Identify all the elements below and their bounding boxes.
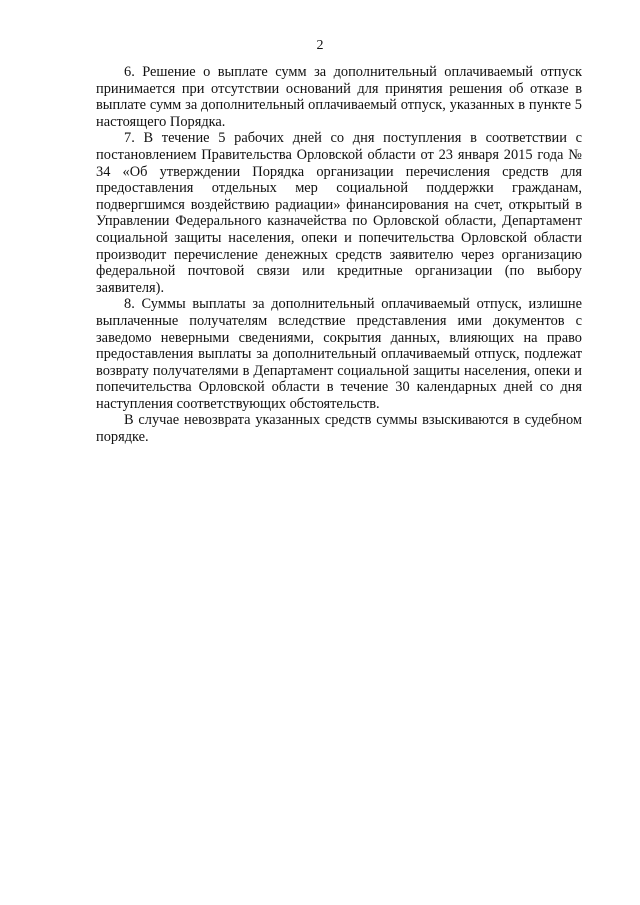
paragraph-7: 7. В течение 5 рабочих дней со дня поступления в соответствии с постановлением Правительства Орловской области от 23 января 2015 года № 34 «Об утверждении Порядка организации перечисления средств для предоставления отдельных мер социальной поддержки гражданам, подвергшимся воздействию радиации» финансирования на счет, открытый в Управлении Федерального казначейства по Орловской области, Департамент социальной защиты населения, опеки и попечительства Орловской области производит перечисление денежных средств заявителю через организацию федеральной почтовой связи или кредитные организации (по выбору заявителя).: [96, 130, 582, 296]
page-number: 2: [316, 38, 324, 53]
paragraph-nonreturn: В случае невозврата указанных средств суммы взыскиваются в судебном порядке.: [96, 412, 582, 446]
paragraph-8: 8. Суммы выплаты за дополнительный оплачиваемый отпуск, излишне выплаченные получателям вследствие представления ими документов с заведомо неверными сведениями, сокрытия данных, влияющих на право предоставления выплаты за дополнительный оплачиваемый отпуск, подлежат возврату получателями в Департамент социальной защиты населения, опеки и попечительства Орловской области в течение 30 календарных дней со дня наступления соответствующих обстоятельств.: [96, 296, 582, 412]
document-body: [96, 64, 582, 446]
paragraph-6: 6. Решение о выплате сумм за дополнительный оплачиваемый отпуск принимается при отсутствии оснований для принятия решения об отказе в выплате сумм за дополнительный оплачиваемый отпуск, указанных в пункте 5 настоящего Порядка.: [96, 64, 582, 130]
